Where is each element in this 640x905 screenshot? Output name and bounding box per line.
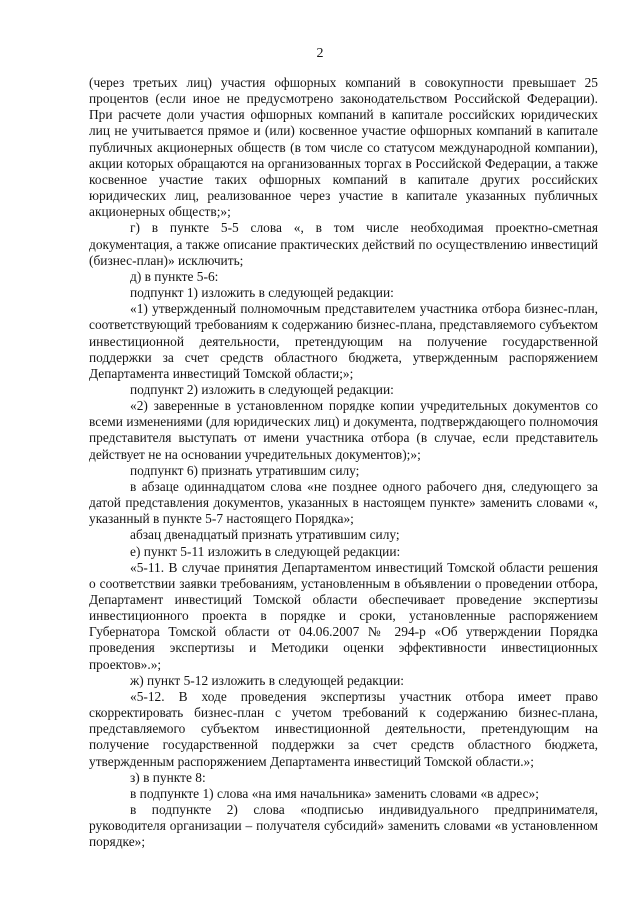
paragraph-item-5-12-text: «5-12. В ходе проведения экспертизы участник отбора имеет право скорректировать бизнес-план с учетом требований к содержанию бизнес-плана, представляемого субъектом инвестиционной деятельности, претендующим на получение государственной поддержки за счет средств областного бюджета, утвержденным распоряжением Департамента инвестиций Томской области.»;: [89, 688, 598, 769]
paragraph-item-8-subitem-2: в подпункте 2) слова «подписью индивидуального предпринимателя, руководителя организации – получателя субсидий» заменить словами «в установленном порядке»;: [89, 802, 598, 850]
paragraph-eleventh-clause: в абзаце одиннадцатом слова «не позднее одного рабочего дня, следующего за датой представления документов, указанных в настоящем пункте» заменить словами «, указанный в пункте 5-7 настоящего Порядка»;: [89, 478, 598, 527]
paragraph-subitem-2-text: «2) заверенные в установленном порядке копии учредительных документов со всеми изменениями (для юридических лиц) и документа, подтверждающего полномочия представителя выступать от имени участника отбора (в случае, если представитель действует не на основании учредительных документов);»;: [89, 398, 598, 462]
document-body: [89, 75, 598, 851]
paragraph-item-z: з) в пункте 8:: [130, 769, 206, 785]
page-number: 2: [316, 46, 324, 61]
paragraph-subitem-1-text: «1) утвержденный полномочным представителем участника отбора бизнес-план, соответствующий требованиям к содержанию бизнес-плана, представляемого субъектом инвестиционной деятельности, претендующим на получение государственной поддержки за счет средств областного бюджета, утвержденным распоряжением Департамента инвестиций Томской области;»;: [89, 301, 598, 381]
paragraph-item-d: д) в пункте 5-6:: [130, 268, 219, 284]
paragraph-item-5-11-text: «5-11. В случае принятия Департаментом инвестиций Томской области решения о соответствии заявки требованиям, установленным в объявлении о проведении отбора, Департамент инвестиций Томской области обеспечивает проведение экспертизы инвестиционного проекта в порядке и сроки, установленные распоряжением Губернатора Томской области от 04.06.2007 № 294-р «Об утверждении Порядка проведения экспертизы и Методики оценки эффективности инвестиционных проектов».»;: [89, 559, 598, 672]
paragraph-item-g: г) в пункте 5-5 слова «, в том числе необходимая проектно-сметная документация, а также описание практических действий по осуществлению инвестиций (бизнес-план)» исключить;: [89, 220, 598, 268]
paragraph-item-zh: ж) пункт 5-12 изложить в следующей редакции:: [130, 672, 405, 688]
paragraph-subitem-6: подпункт 6) признать утратившим силу;: [130, 462, 360, 478]
paragraph-item-e: е) пункт 5-11 изложить в следующей редакции:: [130, 543, 401, 559]
paragraph-offshore-continuation: (через третьих лиц) участия офшорных компаний в совокупности превышает 25 процентов (если иное не предусмотрено законодательством Российской Федерации). При расчете доли участия офшорных компаний в капитале российских юридических лиц не учитывается прямое и (или) косвенное участие офшорных компаний в капитале публичных акционерных обществ (в том числе со статусом международной компании), акции которых обращаются на организованных торгах в Российской Федерации, а также косвенное участие таких офшорных компаний в капитале других российских юридических лиц, реализованное через участие в капитале указанных публичных акционерных обществ;»;: [89, 75, 598, 220]
paragraph-subitem-1-instruction: подпункт 1) изложить в следующей редакции:: [130, 285, 394, 301]
paragraph-subitem-2-instruction: подпункт 2) изложить в следующей редакции:: [130, 381, 394, 397]
paragraph-item-8-subitem-1: в подпункте 1) слова «на имя начальника» заменить словами «в адрес»;: [130, 785, 539, 801]
paragraph-twelfth-clause: абзац двенадцатый признать утратившим силу;: [130, 527, 400, 543]
